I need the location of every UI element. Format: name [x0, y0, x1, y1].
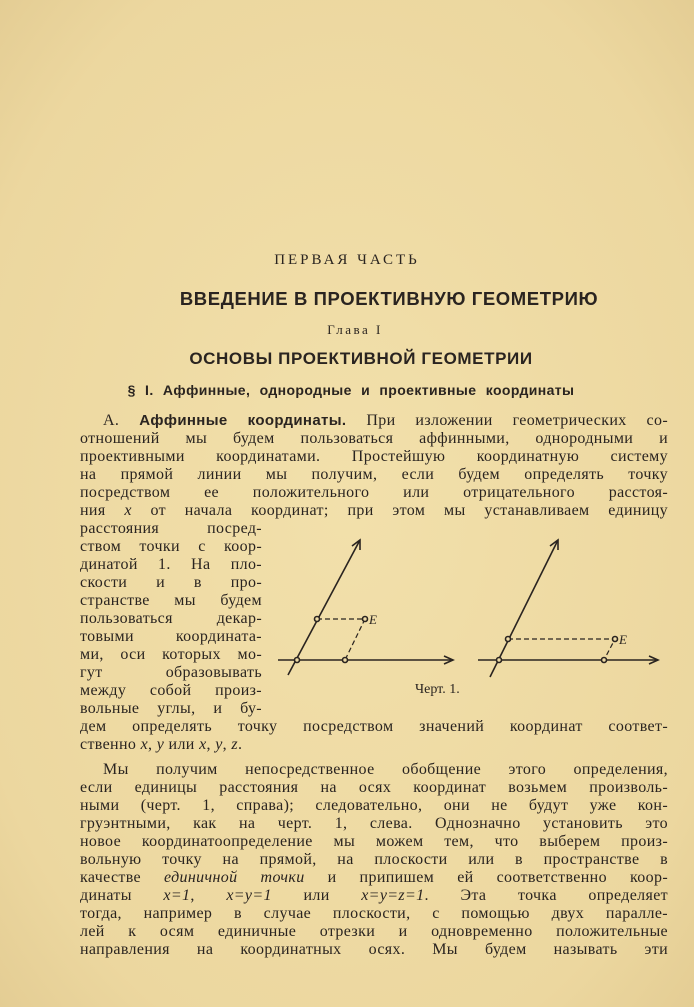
math-var: x — [124, 502, 132, 519]
text-line — [103, 412, 668, 430]
text-span: . — [237, 736, 243, 753]
text-line: тогда, например в случае плоскости, с помощью двух паралле- — [80, 905, 668, 922]
text-line — [80, 736, 668, 754]
text-line: Мы получим непосредственное обобщение этого определения, — [103, 761, 668, 778]
oblique-axis — [288, 540, 360, 675]
text-line: направления на координатных осях. Мы будем называть эти — [80, 941, 668, 958]
text-line: на прямой линии мы получим, если будем определять точку — [80, 466, 668, 483]
text-line: дем определять точку посредством значений координат соответ- — [80, 718, 668, 735]
text-line: товыми координата- — [80, 628, 262, 645]
text-span: качестве — [80, 869, 165, 886]
text-span: , — [222, 736, 232, 753]
math-var: x — [140, 736, 149, 753]
text-line: странстве мы будем — [80, 592, 262, 609]
text-line: новое координатоопределение мы можем тем, что выберем произ- — [80, 833, 668, 850]
text-line: ными (черт. 1, справа); следовательно, они не будут уже кон- — [80, 797, 668, 814]
axis-point — [343, 658, 348, 663]
text-span: , — [148, 736, 157, 753]
text-line: гут образовывать — [80, 664, 262, 681]
book-title: ВВЕДЕНИЕ В ПРОЕКТИВНУЮ ГЕОМЕТРИЮ — [179, 288, 599, 309]
text-line: пользоваться декар- — [80, 610, 262, 627]
text-line: вольные углы, и бу- — [80, 700, 262, 717]
text-line — [80, 869, 668, 887]
text-line: отношений мы будем пользоваться аффинными, однородными и — [80, 430, 668, 447]
text-line: вольную точку на прямой, на плоскости или в пространстве в — [80, 851, 668, 868]
math-var: z — [231, 736, 238, 753]
text-line: ми, оси которых мо- — [80, 646, 262, 663]
text-span: или — [271, 887, 362, 904]
math-var: y — [215, 736, 223, 753]
text-span: и припишем ей соответственно коор- — [304, 869, 668, 886]
text-line: ством точки с коор- — [80, 538, 262, 555]
point-label-e: E — [619, 632, 627, 647]
math-expr: x=1 — [163, 887, 191, 904]
axis-point — [602, 658, 607, 663]
math-expr: x=y=1 — [226, 887, 272, 904]
section-title: § I. Аффинные, однородные и проективные координаты — [127, 382, 575, 398]
run-in-heading: Аффинные координаты. — [139, 412, 347, 429]
text-line: лей к осям единичные отрезки и одновременно положительные — [80, 923, 668, 940]
text-line: между собой произ- — [80, 682, 262, 699]
text-line: скости и в про- — [80, 574, 262, 591]
text-line — [80, 887, 668, 905]
text-line: расстояния посред- — [80, 520, 262, 537]
text-line: если единицы расстояния на осях координат возьмем произволь- — [80, 779, 668, 796]
origin-point — [497, 658, 502, 663]
text-line: проективными координатами. Простейшую координатную систему — [80, 448, 668, 465]
text-span: от начала координат; при этом мы устанавливаем единицу — [131, 502, 668, 519]
text-line: динатой 1. На пло- — [80, 556, 262, 573]
oblique-axis — [490, 540, 558, 677]
figure-right — [478, 540, 658, 677]
text-span: динаты — [80, 887, 164, 904]
text-span: . Эта точка определяет — [424, 887, 668, 904]
part-heading: ПЕРВАЯ ЧАСТЬ — [274, 252, 420, 268]
figure-caption: Черт. 1. — [415, 682, 460, 697]
figure-left — [278, 540, 453, 675]
unit-point — [613, 637, 618, 642]
text-line: посредством ее положительного или отрицательного расстоя- — [80, 484, 668, 501]
text-span: или — [164, 736, 200, 753]
text-span: А. — [103, 412, 140, 429]
emphasis-term: единичной точки — [164, 869, 305, 886]
math-var: y — [156, 736, 165, 753]
text-span: ственно — [80, 736, 141, 753]
unit-point — [363, 617, 368, 622]
text-span: При изложении геометрических со- — [346, 412, 668, 429]
text-span: , — [206, 736, 216, 753]
axis-point — [506, 637, 511, 642]
text-span: ния — [80, 502, 125, 519]
point-label-e: E — [369, 612, 377, 627]
text-line — [80, 502, 668, 520]
coordinate-figure — [270, 530, 670, 690]
origin-point — [295, 658, 300, 663]
math-expr: x=y=z=1 — [361, 887, 425, 904]
dashed-lines — [317, 619, 365, 660]
text-line: груэнтными, как на черт. 1, слева. Однозначно установить это — [80, 815, 668, 832]
math-var: x — [199, 736, 207, 753]
chapter-number: Глава I — [327, 322, 383, 337]
axis-point — [315, 617, 320, 622]
dashed-lines — [508, 639, 615, 660]
chapter-title: ОСНОВЫ ПРОЕКТИВНОЙ ГЕОМЕТРИИ — [189, 349, 533, 368]
text-span: , — [190, 887, 227, 904]
